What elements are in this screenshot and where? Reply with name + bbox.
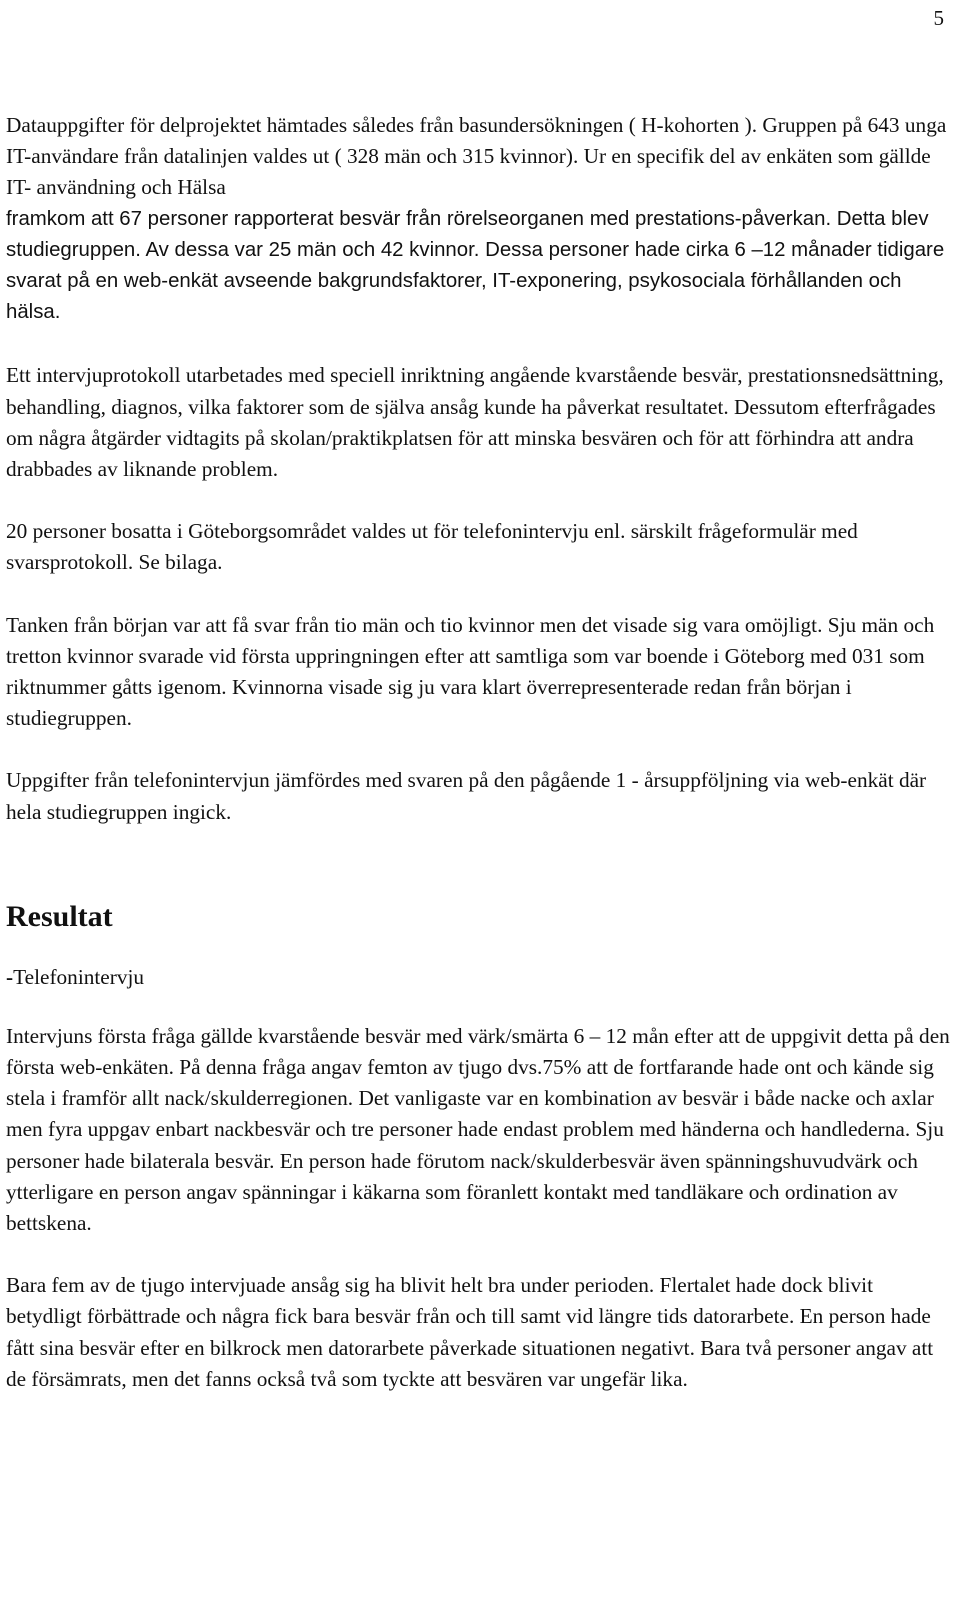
paragraph-comparison: Uppgifter från telefonintervjun jämfördes med svaren på den pågående 1 - årsuppföljning via web-enkät där hela studiegruppen ingick. — [6, 768, 927, 824]
paragraph-result-recovery: Bara fem av de tjugo intervjuade ansåg sig ha blivit helt bra under perioden. Flertalet hade dock blivit betydligt förbättrade och några fick bara besvär från och till samt vid längre tids datorarbete. En person hade fått sina besvär efter en bilkrock men datorarbete påverkade situationen negativt. Bara två personer angav att de försämrats, men det fanns också två som tyckte att besvären var ungefär lika. — [6, 1273, 934, 1391]
subheading-telefonintervju — [6, 962, 954, 993]
paragraph-interview-protocol: Ett intervjuprotokoll utarbetades med speciell inriktning angående kvarstående besvär, prestationsnedsättning, behandling, diagnos, vilka faktorer som de själva ansåg kunde ha påverkat resultatet. Dessutom efterfrågades om några åtgärder vidtagits på skolan/praktikplatsen för att minska besvären och för att förhindra att andra drabbades av liknande problem. — [6, 363, 944, 482]
subheading-label: Telefonintervju — [13, 964, 145, 989]
paragraph-result-first-question: Intervjuns första fråga gällde kvarstående besvär med värk/smärta 6 – 12 mån efter att de uppgivit detta på den första web-enkäten. På denna fråga angav femton av tjugo dvs.75% att de fortfarande hade ont och kände sig stela i framför allt nack/skulderregionen. Det vanligaste var en kombination av besvär i både nacke och axlar men fyra uppgav enbart nackbesvär och tre personer hade endast problem med händerna och handlederna. Sju personer hade bilaterala besvär. En person hade förutom nack/skulderbesvär även spänningshuvudvärk och ytterligare en person angav spänningar i käkarna som föranlett kontakt med tandläkare och ordination av bettskena. — [6, 1023, 950, 1236]
intro-paragraph-serif: Datauppgifter för delprojektet hämtades således från basundersökningen ( H-kohorten ). Gruppen på 643 unga IT-användare från datalinjen valdes ut ( 328 män och 315 kvinnor). Ur en specifik del av enkäten som gällde IT- användning och Hälsa — [6, 113, 947, 200]
section-heading-resultat: Resultat — [6, 899, 113, 933]
page-number: 5 — [933, 6, 944, 30]
intro-paragraph-sans: framkom att 67 personer rapporterat besvär från rörelseorganen med prestations-påverkan. Detta blev studiegruppen. Av dessa var 25 män och 42 kvinnor. Dessa personer hade cirka 6 –12 månader tidigare svarat på en web-enkät avseende bakgrundsfaktorer, IT-exponering, psykosociala förhållanden och hälsa. — [6, 207, 945, 324]
paragraph-selection: 20 personer bosatta i Göteborgsområdet valdes ut för telefonintervju enl. särskilt frågeformulär med svarsprotokoll. Se bilaga. — [6, 519, 858, 575]
subheading-dash: - — [6, 964, 14, 989]
document-body — [6, 110, 954, 1395]
paragraph-responses: Tanken från början var att få svar från tio män och tio kvinnor men det visade sig vara omöjligt. Sju män och tretton kvinnor svarade vid första uppringningen efter att samtliga som var boende i Göteborg med 031 som riktnummer gåtts igenom. Kvinnorna visade sig ju vara klart överrepresenterade redan från början i studiegruppen. — [6, 612, 935, 731]
